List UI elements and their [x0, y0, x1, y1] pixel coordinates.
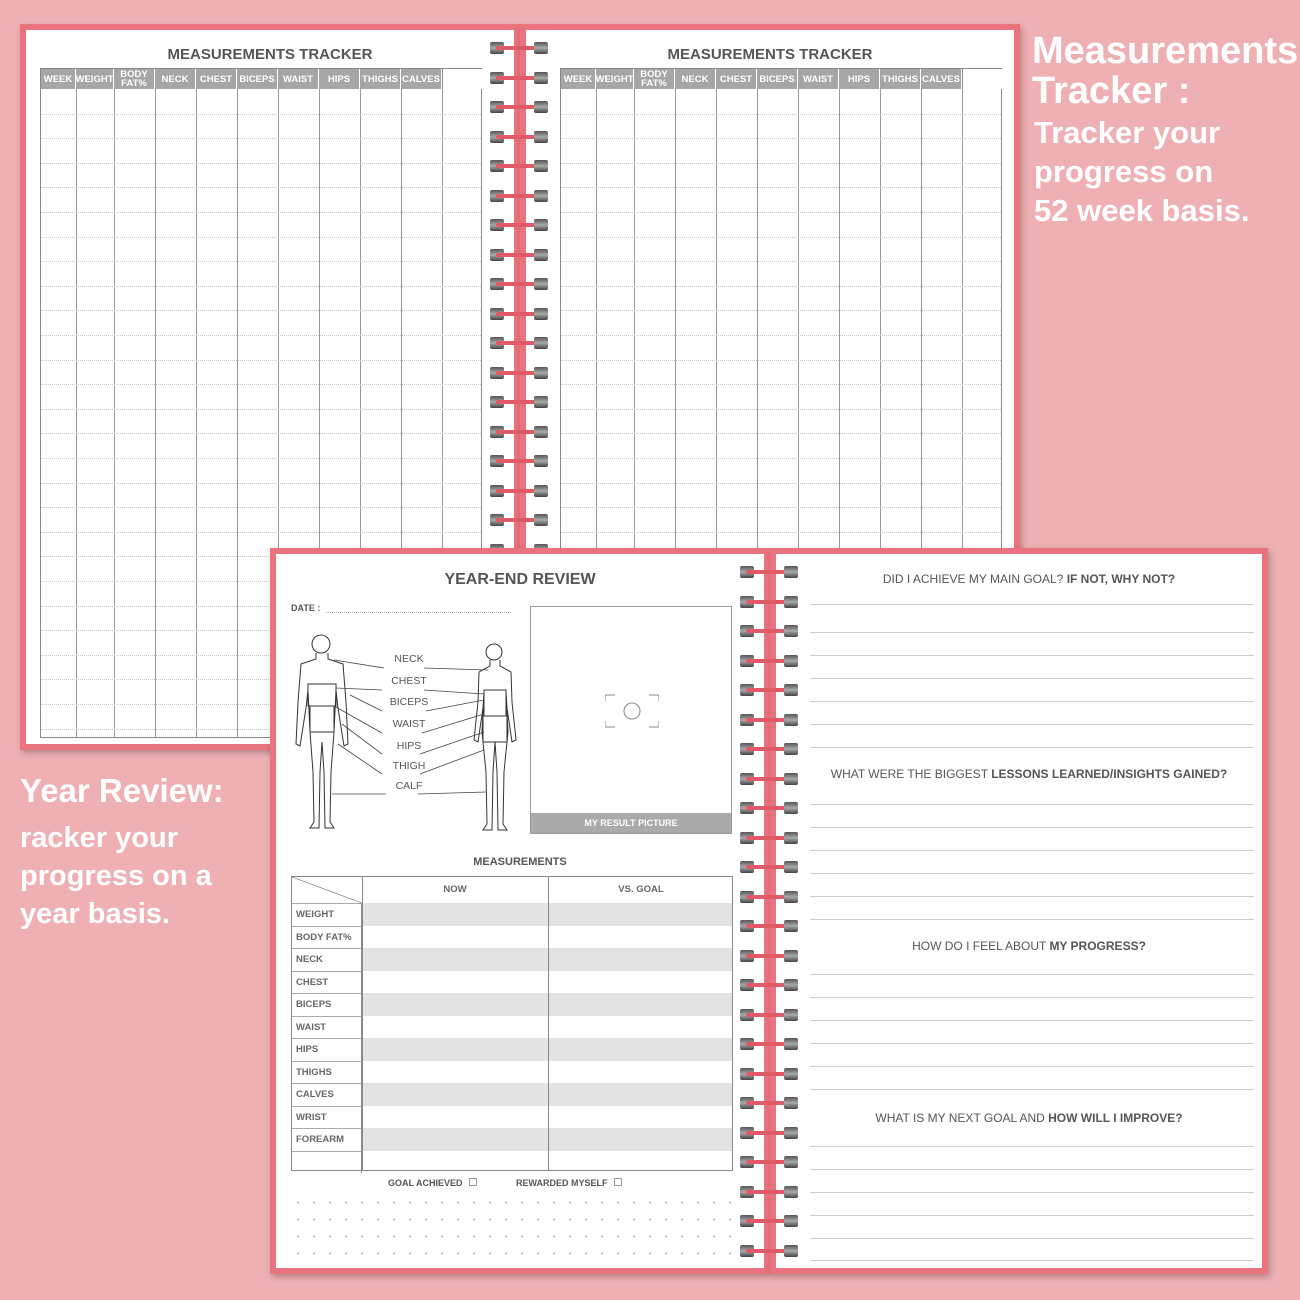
tracker-row-line	[561, 212, 1001, 213]
tracker-col-header: WEIGHT	[76, 69, 114, 89]
measurement-now-cell[interactable]	[363, 1083, 548, 1106]
tracker-row-line	[561, 458, 1001, 459]
measurement-row	[292, 971, 732, 994]
tracker-row-line	[41, 237, 481, 238]
spiral-ring	[740, 1125, 798, 1139]
spiral-ring	[740, 948, 798, 962]
tracker-row-line	[41, 532, 481, 533]
measurement-row	[292, 1083, 732, 1106]
tracker-row-line	[561, 360, 1001, 361]
tracker-row-line	[41, 187, 481, 188]
measurement-now-cell[interactable]	[363, 1151, 548, 1174]
tracker-row-line	[41, 458, 481, 459]
picture-box	[530, 606, 732, 834]
spiral-ring	[490, 276, 548, 290]
tracker-table	[560, 68, 1002, 558]
picture-label: MY RESULT PICTURE	[531, 813, 731, 833]
tracker-row-line	[561, 483, 1001, 484]
measurement-goal-cell[interactable]	[549, 1083, 732, 1106]
caption-text: racker your	[20, 822, 178, 854]
date-line	[326, 612, 511, 613]
question-1: DID I ACHIEVE MY MAIN GOAL? IF NOT, WHY NOT?	[882, 572, 1176, 586]
year-review-title: YEAR-END REVIEW	[444, 571, 596, 588]
tracker-row-line	[561, 384, 1001, 385]
tracker-row-line	[41, 433, 481, 434]
diagonal-divider	[292, 877, 362, 903]
spiral-ring	[740, 1243, 798, 1257]
body-label: NECK	[394, 653, 424, 665]
dot-grid	[290, 1194, 734, 1268]
tracker-row-line	[561, 237, 1001, 238]
question-4: WHAT IS MY NEXT GOAL AND HOW WILL I IMPROVE?	[875, 1111, 1183, 1125]
measurement-goal-cell[interactable]	[549, 1061, 732, 1084]
col-goal-header: VS. GOAL	[618, 884, 664, 895]
male-body-icon	[296, 653, 348, 828]
caption-heading: Tracker :	[1032, 70, 1191, 112]
spiral-ring	[740, 623, 798, 637]
writing-line[interactable]	[810, 919, 1254, 920]
tracker-col-header: CALVES	[401, 69, 442, 89]
caption-text: year basis.	[20, 898, 170, 930]
measurement-now-cell[interactable]	[363, 903, 548, 926]
tracker-row-line	[41, 163, 481, 164]
tracker-col-header: HIPS	[319, 69, 360, 89]
body-label: BICEPS	[389, 696, 429, 708]
tracker-col-header	[962, 69, 1002, 89]
measurement-goal-cell[interactable]	[549, 1128, 732, 1151]
tracker-row-line	[561, 409, 1001, 410]
measurement-row-label	[292, 1151, 362, 1174]
spiral-ring	[740, 1036, 798, 1050]
body-label: THIGH	[392, 760, 426, 772]
spiral-ring	[490, 424, 548, 438]
spiral-ring	[490, 394, 548, 408]
measurement-row-label: CHEST	[292, 971, 362, 994]
tracker-header-row	[561, 69, 1002, 89]
tracker-row-line	[561, 187, 1001, 188]
spiral-ring	[740, 918, 798, 932]
spiral-ring	[490, 247, 548, 261]
year-review-page	[270, 548, 770, 1274]
goal-achieved-label: GOAL ACHIEVED	[388, 1178, 477, 1188]
female-body-icon	[474, 660, 516, 830]
writing-line[interactable]	[810, 827, 1254, 828]
tracker-row-line	[561, 163, 1001, 164]
measurement-row-label: FOREARM	[292, 1128, 362, 1151]
spiral-ring	[490, 365, 548, 379]
measurement-row	[292, 993, 732, 1016]
tracker-col-header: NECK	[675, 69, 716, 89]
measurement-row	[292, 903, 732, 926]
tracker-row-line	[561, 532, 1001, 533]
spiral-ring	[740, 1066, 798, 1080]
female-head-icon	[486, 644, 502, 660]
measurement-row	[292, 1016, 732, 1039]
caption-text: Tracker your	[1034, 115, 1221, 150]
measurement-row-label: WEIGHT	[292, 903, 362, 926]
spiral-ring	[740, 1213, 798, 1227]
tracker-row-line	[561, 335, 1001, 336]
measurement-goal-cell[interactable]	[549, 1016, 732, 1039]
measurement-now-cell[interactable]	[363, 1016, 548, 1039]
spiral-ring	[740, 1007, 798, 1021]
writing-line[interactable]	[810, 701, 1254, 702]
tracker-row-line	[41, 310, 481, 311]
writing-line[interactable]	[810, 1238, 1254, 1239]
measurement-now-cell[interactable]	[363, 1106, 548, 1129]
tracker-row-line	[561, 138, 1001, 139]
spiral-ring	[740, 830, 798, 844]
tracker-row-line	[41, 286, 481, 287]
tracker-page-right	[520, 24, 1020, 564]
tracker-col-header	[442, 69, 482, 89]
spiral-ring	[740, 1184, 798, 1198]
tracker-col-header: WEEK	[41, 69, 76, 89]
tracker-col-header: CALVES	[921, 69, 962, 89]
spiral-ring	[740, 800, 798, 814]
measurement-now-cell[interactable]	[363, 926, 548, 949]
rewarded-label: REWARDED MYSELF	[516, 1178, 622, 1188]
tracker-row-line	[561, 286, 1001, 287]
measurement-row-label: BICEPS	[292, 993, 362, 1016]
spiral-ring	[490, 217, 548, 231]
questions-page	[770, 548, 1268, 1274]
writing-line[interactable]	[810, 1146, 1254, 1147]
camera-icon	[605, 693, 659, 729]
spiral-ring	[740, 889, 798, 903]
measurements-table	[291, 876, 733, 1171]
spiral-binding-top	[490, 40, 550, 550]
measurement-goal-cell[interactable]	[549, 903, 732, 926]
measurement-row-label: THIGHS	[292, 1061, 362, 1084]
measurement-row	[292, 926, 732, 949]
rewarded-checkbox[interactable]	[614, 1178, 622, 1186]
tracker-row-line	[41, 212, 481, 213]
writing-line[interactable]	[810, 850, 1254, 851]
tracker-col-header: WEEK	[561, 69, 596, 89]
measurement-goal-cell[interactable]	[549, 926, 732, 949]
measurement-now-cell[interactable]	[363, 1128, 548, 1151]
measurement-row-label: HIPS	[292, 1038, 362, 1061]
body-label: CALF	[395, 780, 423, 792]
tracker-row-line	[41, 138, 481, 139]
measurement-row	[292, 1038, 732, 1061]
measurement-row	[292, 1128, 732, 1151]
tracker-col-header: CHEST	[196, 69, 237, 89]
tracker-row-line	[41, 384, 481, 385]
spiral-ring	[740, 594, 798, 608]
page-title: MEASUREMENTS TRACKER	[667, 46, 873, 63]
measurement-row	[292, 948, 732, 971]
spiral-ring	[740, 712, 798, 726]
writing-line[interactable]	[810, 1043, 1254, 1044]
measurement-row	[292, 1106, 732, 1129]
tracker-row-line	[41, 507, 481, 508]
writing-line[interactable]	[810, 997, 1254, 998]
writing-line[interactable]	[810, 1089, 1254, 1090]
tracker-row-line	[561, 310, 1001, 311]
writing-line[interactable]	[810, 747, 1254, 748]
measurement-goal-cell[interactable]	[549, 1038, 732, 1061]
tracker-col-header: BODY FAT%	[114, 69, 155, 89]
spiral-ring	[740, 564, 798, 578]
goal-achieved-checkbox[interactable]	[469, 1178, 477, 1186]
writing-line[interactable]	[810, 724, 1254, 725]
tracker-col-header: BODY FAT%	[634, 69, 675, 89]
spiral-ring	[490, 70, 548, 84]
caption-heading: Year Review:	[20, 772, 224, 809]
writing-line[interactable]	[810, 632, 1254, 633]
tracker-row-line	[41, 409, 481, 410]
tracker-header-row	[41, 69, 482, 89]
writing-line[interactable]	[810, 873, 1254, 874]
body-label: WAIST	[392, 718, 426, 730]
tracker-row-line	[41, 114, 481, 115]
writing-line[interactable]	[810, 604, 1254, 605]
measurement-goal-cell[interactable]	[549, 948, 732, 971]
caption-heading: Measurements	[1032, 30, 1299, 72]
spiral-ring	[740, 859, 798, 873]
tracker-col-header: BICEPS	[237, 69, 278, 89]
measurement-now-cell[interactable]	[363, 993, 548, 1016]
tracker-col-header: THIGHS	[360, 69, 401, 89]
writing-line[interactable]	[810, 1192, 1254, 1193]
spiral-ring	[740, 653, 798, 667]
tracker-row-line	[561, 261, 1001, 262]
tracker-col-header: HIPS	[839, 69, 880, 89]
caption-text: progress on	[1034, 154, 1214, 189]
spiral-ring	[740, 741, 798, 755]
measurement-goal-cell[interactable]	[549, 1106, 732, 1129]
spiral-binding-bottom	[740, 564, 800, 1264]
tracker-col-header: CHEST	[716, 69, 757, 89]
spiral-ring	[490, 483, 548, 497]
body-label: HIPS	[396, 740, 422, 752]
male-head-icon	[312, 635, 330, 653]
tracker-row-line	[41, 483, 481, 484]
spiral-ring	[490, 453, 548, 467]
writing-line[interactable]	[810, 1066, 1254, 1067]
measurement-row-label: WRIST	[292, 1106, 362, 1129]
spiral-ring	[740, 977, 798, 991]
spiral-ring	[740, 682, 798, 696]
caption-text: progress on a	[20, 860, 212, 892]
spiral-ring	[490, 512, 548, 526]
tracker-row-line	[561, 114, 1001, 115]
date-label: DATE :	[291, 603, 321, 613]
writing-line[interactable]	[810, 1169, 1254, 1170]
spiral-ring	[490, 335, 548, 349]
spiral-ring	[490, 99, 548, 113]
tracker-row-line	[41, 335, 481, 336]
measurement-now-cell[interactable]	[363, 1038, 548, 1061]
writing-line[interactable]	[810, 1260, 1254, 1261]
measurement-goal-cell[interactable]	[549, 993, 732, 1016]
spiral-ring	[740, 771, 798, 785]
measurement-row	[292, 1151, 732, 1174]
writing-line[interactable]	[810, 678, 1254, 679]
measurement-goal-cell[interactable]	[549, 1151, 732, 1174]
tracker-row-line	[41, 360, 481, 361]
writing-line[interactable]	[810, 1215, 1254, 1216]
tracker-row-line	[561, 507, 1001, 508]
measurements-title: MEASUREMENTS	[473, 856, 567, 868]
writing-line[interactable]	[810, 896, 1254, 897]
measurement-row-label: NECK	[292, 948, 362, 971]
writing-line[interactable]	[810, 655, 1254, 656]
writing-line[interactable]	[810, 804, 1254, 805]
measurement-goal-cell[interactable]	[549, 971, 732, 994]
caption-text: 52 week basis.	[1034, 193, 1250, 228]
spiral-ring	[490, 40, 548, 54]
spiral-ring	[490, 129, 548, 143]
writing-line[interactable]	[810, 974, 1254, 975]
tracker-col-header: NECK	[155, 69, 196, 89]
measurement-now-cell[interactable]	[363, 971, 548, 994]
spiral-ring	[490, 188, 548, 202]
measurement-row	[292, 1061, 732, 1084]
question-2: WHAT WERE THE BIGGEST LESSONS LEARNED/INSIGHTS GAINED?	[830, 767, 1228, 781]
measurement-now-cell[interactable]	[363, 948, 548, 971]
tracker-col-header: WAIST	[278, 69, 319, 89]
spiral-ring	[490, 306, 548, 320]
measurement-row-label: BODY FAT%	[292, 926, 362, 949]
question-3: HOW DO I FEEL ABOUT MY PROGRESS?	[912, 939, 1146, 953]
spiral-ring	[490, 158, 548, 172]
body-label: CHEST	[391, 675, 427, 687]
tracker-row-line	[561, 433, 1001, 434]
writing-line[interactable]	[810, 1020, 1254, 1021]
tracker-col-header: WAIST	[798, 69, 839, 89]
spiral-ring	[740, 1154, 798, 1168]
tracker-row-line	[41, 261, 481, 262]
spiral-ring	[740, 1095, 798, 1109]
tracker-col-header: BICEPS	[757, 69, 798, 89]
tracker-col-header: THIGHS	[880, 69, 921, 89]
page-title: MEASUREMENTS TRACKER	[167, 46, 373, 63]
measurement-row-label: WAIST	[292, 1016, 362, 1039]
tracker-col-header: WEIGHT	[596, 69, 634, 89]
measurement-now-cell[interactable]	[363, 1061, 548, 1084]
measurement-row-label: CALVES	[292, 1083, 362, 1106]
col-now-header: NOW	[443, 884, 467, 895]
